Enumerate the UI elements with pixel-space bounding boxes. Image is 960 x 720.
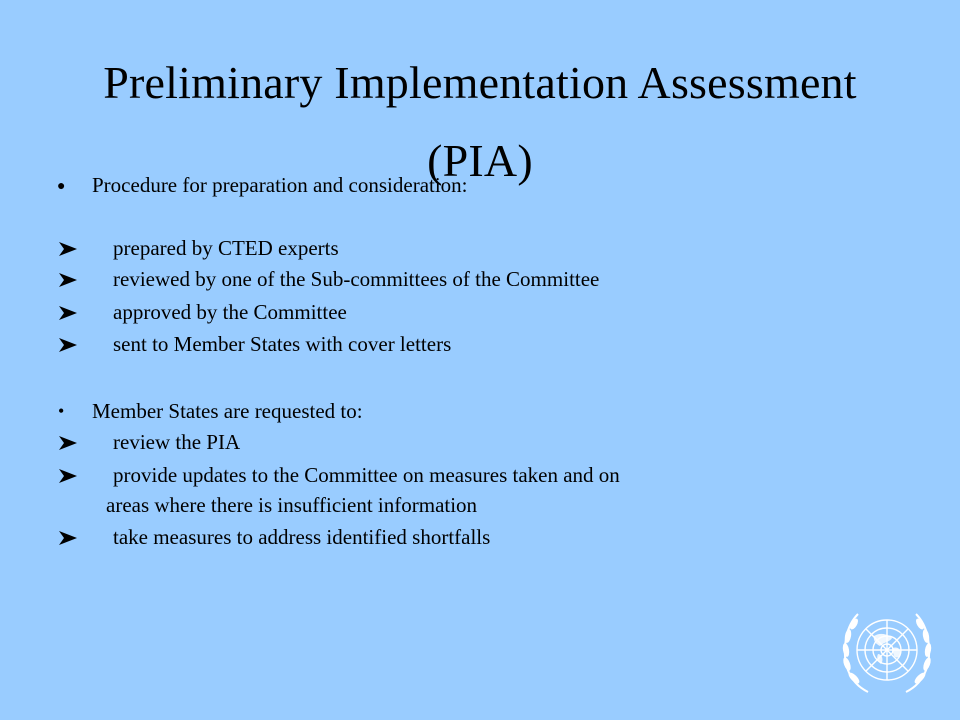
arrow-bullet-icon (58, 460, 78, 491)
section1-item: approved by the Committee (113, 300, 347, 324)
section1-item: sent to Member States with cover letters (113, 332, 452, 356)
section2-item: take measures to address identified shortfalls (113, 525, 491, 549)
arrow-bullet-icon (58, 297, 78, 328)
arrow-bullet-icon (58, 522, 78, 553)
section1-item: prepared by CTED experts (113, 236, 339, 260)
section1-item: reviewed by one of the Sub-committees of the Committee (113, 267, 600, 291)
arrow-bullet-icon (58, 233, 78, 264)
slide-title-line2: (PIA) (427, 135, 533, 186)
bullet-dot-icon: ● (57, 179, 66, 194)
slide-title-line1: Preliminary Implementation Assessment (103, 57, 857, 108)
section2-item: provide updates to the Committee on measures taken and on (113, 463, 620, 487)
un-emblem-icon (838, 608, 936, 696)
section2-item: review the PIA (113, 430, 241, 454)
arrow-bullet-icon (58, 427, 78, 458)
bullet-dot-icon: • (58, 401, 65, 421)
section2-item-continuation: areas where there is insufficient information (106, 493, 478, 517)
arrow-bullet-icon (58, 329, 78, 360)
section2-heading: Member States are requested to: (92, 399, 363, 423)
section1-heading: Procedure for preparation and consideration: (92, 173, 468, 197)
arrow-bullet-icon (58, 264, 78, 295)
